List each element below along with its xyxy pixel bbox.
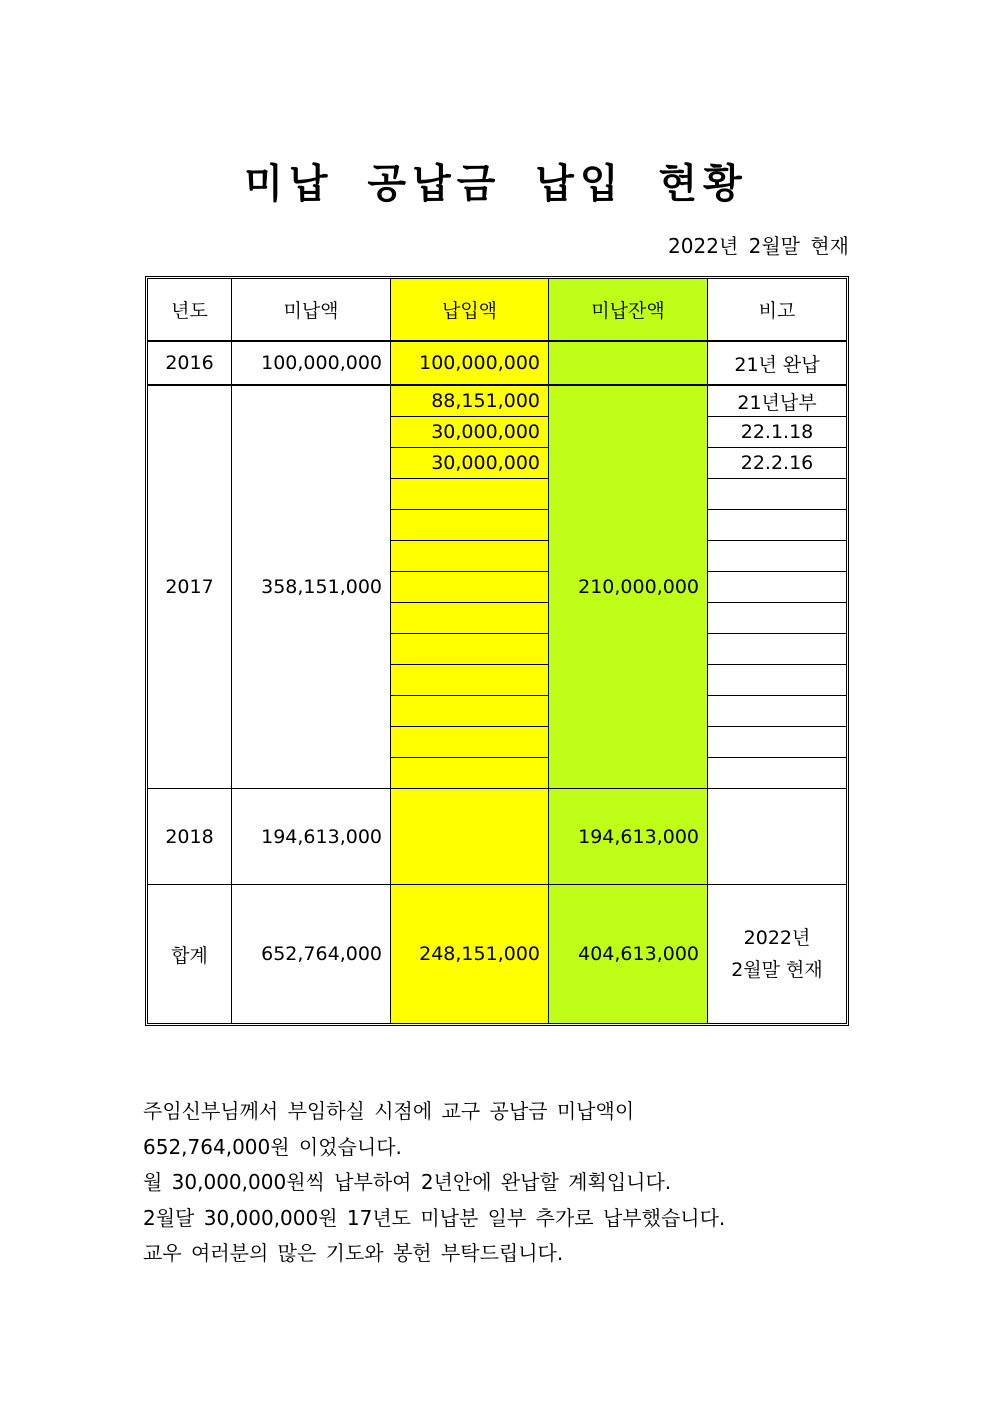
- payment-2017-row: 88,151,000: [391, 386, 549, 417]
- note-2017-row: [708, 510, 846, 541]
- unpaid-2018: 194,613,000: [232, 789, 391, 885]
- payment-2017-row: [391, 510, 549, 541]
- unpaid-2017: 358,151,000: [232, 386, 391, 789]
- payment-2017-row: [391, 572, 549, 603]
- payment-2017-row: [391, 665, 549, 696]
- note-2017-row: [708, 572, 846, 603]
- payment-2017-row: [391, 541, 549, 572]
- notice-paragraph: [143, 1094, 725, 1272]
- note-2017-row: [708, 727, 846, 758]
- total-balance: 404,613,000: [549, 885, 708, 1023]
- payment-status-table: [145, 276, 849, 1026]
- balance-2018: 194,613,000: [549, 789, 708, 885]
- note-2017-row: 21년납부: [708, 386, 846, 417]
- payment-2016: 100,000,000: [391, 342, 549, 386]
- unpaid-2016: 100,000,000: [232, 342, 391, 386]
- notice-line: 2월달 30,000,000원 17년도 미납분 일부 추가로 납부했습니다.: [143, 1205, 726, 1230]
- balance-2016: [549, 342, 708, 386]
- payment-2018: [391, 789, 549, 885]
- note-2017-row: [708, 665, 846, 696]
- note-2017-row: [708, 758, 846, 789]
- note-2017-row: [708, 634, 846, 665]
- year-2018: 2018: [148, 789, 232, 885]
- header-note: 비고: [708, 279, 846, 342]
- year-2017: 2017: [148, 386, 232, 789]
- total-unpaid: 652,764,000: [232, 885, 391, 1023]
- balance-2017: 210,000,000: [549, 386, 708, 789]
- note-2016: 21년 완납: [708, 342, 846, 386]
- payment-2017-row: [391, 634, 549, 665]
- note-2017-row: [708, 696, 846, 727]
- header-payment: 납입액: [391, 279, 549, 342]
- header-year: 년도: [148, 279, 232, 342]
- note-2017-row: [708, 541, 846, 572]
- payment-2017-row: [391, 727, 549, 758]
- payment-2017-row: 30,000,000: [391, 417, 549, 448]
- payment-2017-row: [391, 696, 549, 727]
- total-label: 합계: [148, 885, 232, 1023]
- header-unpaid: 미납액: [232, 279, 391, 342]
- notice-line: 652,764,000원 이었습니다.: [143, 1134, 402, 1159]
- as-of-date: 2022년 2월말 현재: [668, 234, 849, 258]
- payment-2017-row: [391, 603, 549, 634]
- note-2018: [708, 789, 846, 885]
- note-2017-row: [708, 479, 846, 510]
- year-2016: 2016: [148, 342, 232, 386]
- total-note-line1: 2022년: [743, 927, 811, 949]
- note-2017-row: 22.2.16: [708, 448, 846, 479]
- header-balance: 미납잔액: [549, 279, 708, 342]
- notice-line: 주임신부님께서 부임하실 시점에 교구 공납금 미납액이: [143, 1099, 635, 1123]
- note-2017-row: [708, 603, 846, 634]
- payment-2017-row: [391, 479, 549, 510]
- total-note: [708, 885, 846, 1023]
- note-2017-row: 22.1.18: [708, 417, 846, 448]
- total-note-line2: 2월말 현재: [731, 959, 823, 981]
- notice-line: 월 30,000,000원씩 납부하여 2년안에 완납할 계획입니다.: [143, 1170, 672, 1194]
- total-payment: 248,151,000: [391, 885, 549, 1023]
- payment-2017-row: [391, 758, 549, 789]
- notice-line: 교우 여러분의 많은 기도와 봉헌 부탁드립니다.: [143, 1241, 564, 1265]
- payment-2017-row: 30,000,000: [391, 448, 549, 479]
- page-title: 미납 공납금 납입 현황: [244, 160, 748, 207]
